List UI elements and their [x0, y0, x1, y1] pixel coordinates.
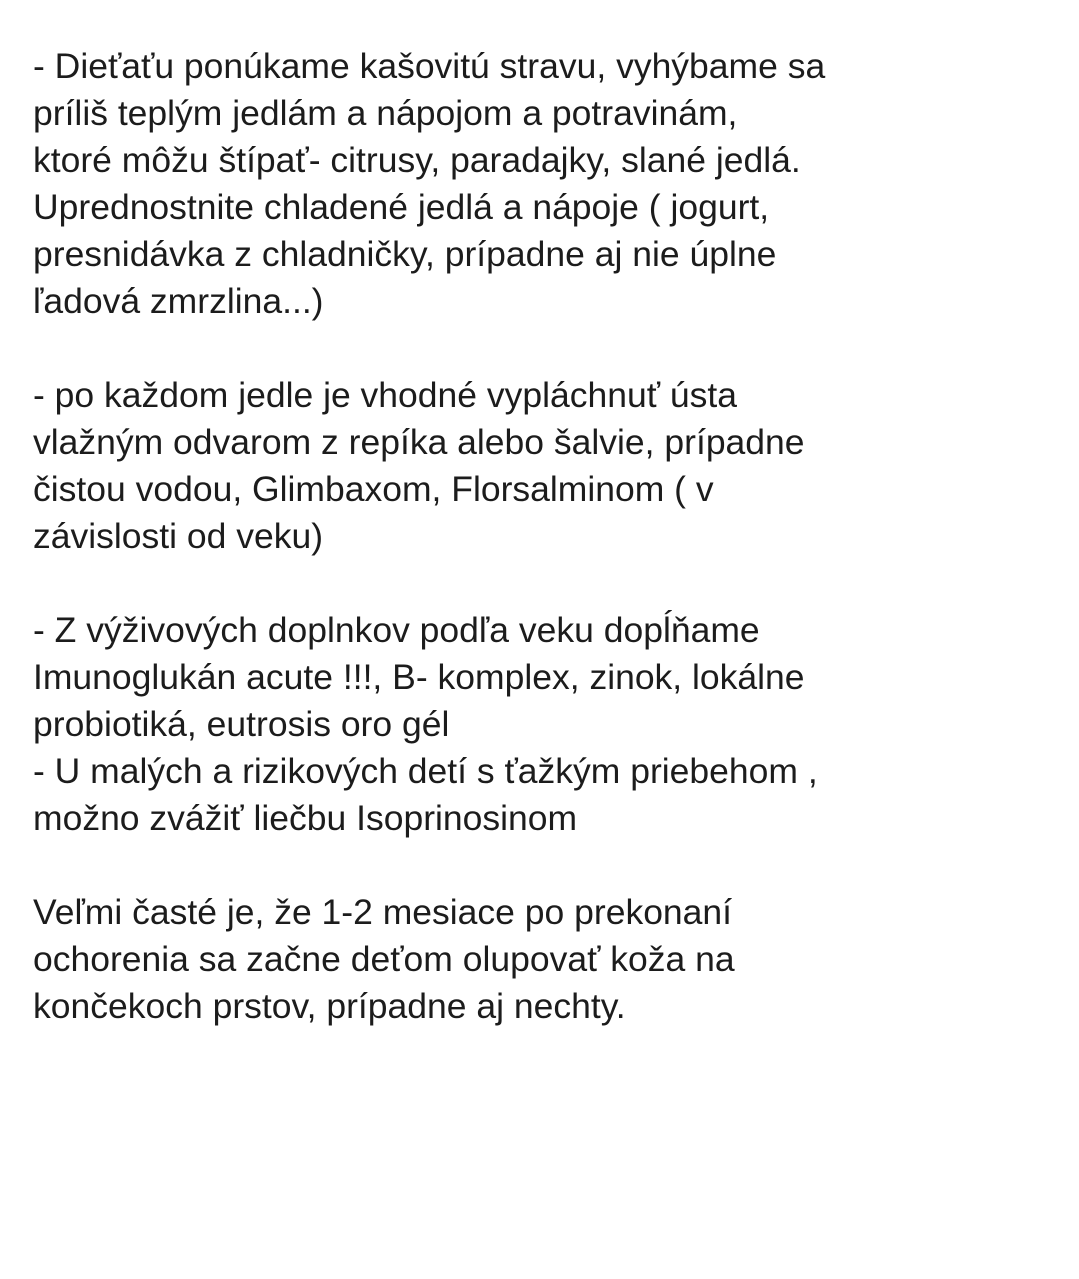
paragraph-gap	[33, 325, 1059, 372]
text-line: závislosti od veku)	[33, 516, 324, 556]
text-line: - Dieťaťu ponúkame kašovitú stravu, vyhýbame sa	[33, 46, 826, 86]
text-line: možno zvážiť liečbu Isoprinosinom	[33, 798, 578, 838]
text-line: - Z výživových doplnkov podľa veku dopĺňame	[33, 610, 760, 650]
text-line: ktoré môžu štípať- citrusy, paradajky, slané jedlá.	[33, 140, 801, 180]
text-line: - po každom jedle je vhodné vypláchnuť ústa	[33, 375, 738, 415]
text-line: ľadová zmrzlina...)	[33, 281, 324, 321]
text-line: probiotiká, eutrosis oro gél	[33, 704, 450, 744]
text-line: Veľmi časté je, že 1-2 mesiace po prekonaní	[33, 892, 733, 932]
paragraph-peeling	[33, 889, 1059, 1030]
text-line: Uprednostnite chladené jedlá a nápoje ( jogurt,	[33, 187, 770, 227]
paragraph-gap	[33, 560, 1059, 607]
text-line: čistou vodou, Glimbaxom, Florsalminom ( v	[33, 469, 714, 509]
text-line: vlažným odvarom z repíka alebo šalvie, prípadne	[33, 422, 805, 462]
text-line: - U malých a rizikových detí s ťažkým priebehom ,	[33, 751, 818, 791]
text-line: Imunoglukán acute !!!, B- komplex, zinok, lokálne	[33, 657, 805, 697]
paragraph-supplements	[33, 607, 1059, 842]
paragraph-diet	[33, 43, 1059, 325]
text-line: končekoch prstov, prípadne aj nechty.	[33, 986, 626, 1026]
text-line: ochorenia sa začne deťom olupovať koža na	[33, 939, 735, 979]
paragraph-gap	[33, 842, 1059, 889]
text-line: príliš teplým jedlám a nápojom a potravinám,	[33, 93, 738, 133]
paragraph-mouth-rinse	[33, 372, 1059, 560]
text-line: presnidávka z chladničky, prípadne aj nie úplne	[33, 234, 777, 274]
